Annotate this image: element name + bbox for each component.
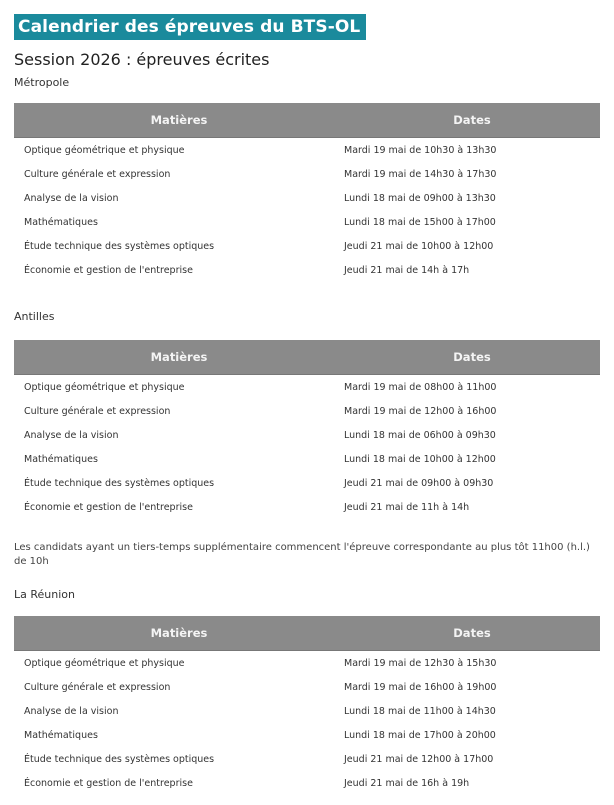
table-header-row <box>14 340 600 375</box>
header-dates: Dates <box>344 616 600 651</box>
cell-date: Lundi 18 mai de 15h00 à 17h00 <box>344 216 496 228</box>
table-row <box>14 375 600 400</box>
table-row <box>14 723 600 747</box>
session-heading: Session 2026 : épreuves écrites <box>14 50 270 69</box>
cell-date: Jeudi 21 mai de 16h à 19h <box>344 777 470 789</box>
cell-matiere: Analyse de la vision <box>24 705 119 717</box>
cell-matiere: Économie et gestion de l'entreprise <box>24 501 193 513</box>
table-row <box>14 699 600 723</box>
table-row <box>14 399 600 423</box>
table-row <box>14 471 600 495</box>
cell-date: Jeudi 21 mai de 11h à 14h <box>344 501 470 513</box>
cell-matiere: Mathématiques <box>24 216 98 228</box>
cell-matiere: Économie et gestion de l'entreprise <box>24 264 193 276</box>
header-dates: Dates <box>344 340 600 375</box>
cell-matiere: Mathématiques <box>24 729 98 741</box>
table-row <box>14 162 600 186</box>
table-row <box>14 138 600 163</box>
cell-date: Mardi 19 mai de 12h30 à 15h30 <box>344 657 497 669</box>
table-row <box>14 423 600 447</box>
schedule-table-antilles <box>14 340 600 519</box>
header-dates: Dates <box>344 103 600 138</box>
table-row <box>14 495 600 519</box>
cell-date: Jeudi 21 mai de 09h00 à 09h30 <box>344 477 494 489</box>
cell-matiere: Étude technique des systèmes optiques <box>24 753 215 765</box>
cell-date: Mardi 19 mai de 08h00 à 11h00 <box>344 381 497 393</box>
cell-date: Jeudi 21 mai de 12h00 à 17h00 <box>344 753 494 765</box>
title-wrap <box>14 0 614 40</box>
cell-date: Lundi 18 mai de 11h00 à 14h30 <box>344 705 496 717</box>
table-row <box>14 258 600 282</box>
cell-matiere: Mathématiques <box>24 453 98 465</box>
table-row <box>14 771 600 795</box>
table-row <box>14 651 600 676</box>
section-label-la-reunion: La Réunion <box>14 588 75 601</box>
header-matieres: Matières <box>14 616 344 651</box>
cell-matiere: Optique géométrique et physique <box>24 657 185 669</box>
page-title: Calendrier des épreuves du BTS-OL <box>14 14 366 40</box>
cell-matiere: Culture générale et expression <box>24 681 171 693</box>
table-header-row <box>14 616 600 651</box>
cell-matiere: Analyse de la vision <box>24 192 119 204</box>
cell-date: Mardi 19 mai de 12h00 à 16h00 <box>344 405 497 417</box>
table-row <box>14 210 600 234</box>
table-row <box>14 675 600 699</box>
cell-matiere: Étude technique des systèmes optiques <box>24 477 215 489</box>
table-header-row <box>14 103 600 138</box>
header-matieres: Matières <box>14 103 344 138</box>
cell-date: Lundi 18 mai de 09h00 à 13h30 <box>344 192 496 204</box>
cell-date: Lundi 18 mai de 17h00 à 20h00 <box>344 729 496 741</box>
cell-matiere: Culture générale et expression <box>24 405 171 417</box>
header-matieres: Matières <box>14 340 344 375</box>
schedule-table-la-reunion <box>14 616 600 795</box>
cell-matiere: Optique géométrique et physique <box>24 144 185 156</box>
cell-date: Mardi 19 mai de 10h30 à 13h30 <box>344 144 497 156</box>
cell-date: Jeudi 21 mai de 10h00 à 12h00 <box>344 240 494 252</box>
cell-matiere: Analyse de la vision <box>24 429 119 441</box>
section-label-antilles: Antilles <box>14 310 55 323</box>
cell-date: Lundi 18 mai de 06h00 à 09h30 <box>344 429 496 441</box>
cell-date: Lundi 18 mai de 10h00 à 12h00 <box>344 453 496 465</box>
cell-matiere: Culture générale et expression <box>24 168 171 180</box>
cell-date: Mardi 19 mai de 16h00 à 19h00 <box>344 681 497 693</box>
table-row <box>14 447 600 471</box>
cell-matiere: Optique géométrique et physique <box>24 381 185 393</box>
cell-date: Jeudi 21 mai de 14h à 17h <box>344 264 470 276</box>
tiers-temps-note: Les candidats ayant un tiers-temps supplémentaire commencent l'épreuve correspondante au plus tôt 11h00 (h.l.) de 10h <box>14 542 590 567</box>
table-row <box>14 186 600 210</box>
cell-matiere: Économie et gestion de l'entreprise <box>24 777 193 789</box>
cell-date: Mardi 19 mai de 14h30 à 17h30 <box>344 168 497 180</box>
cell-matiere: Étude technique des systèmes optiques <box>24 240 215 252</box>
section-label-metropole: Métropole <box>14 76 70 89</box>
schedule-table-metropole <box>14 103 600 282</box>
table-row <box>14 234 600 258</box>
table-row <box>14 747 600 771</box>
